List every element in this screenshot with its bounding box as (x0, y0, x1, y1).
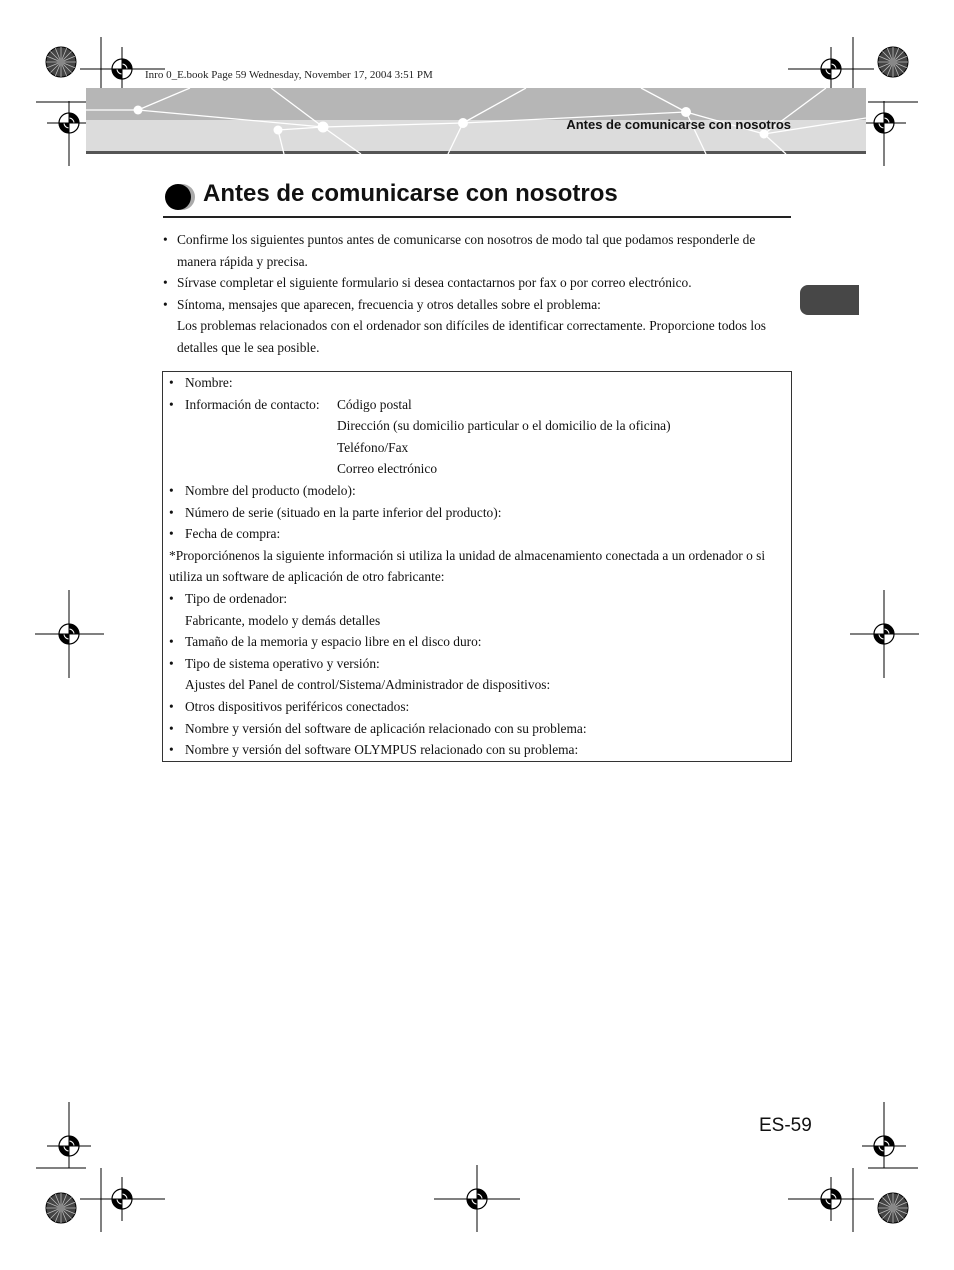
bullet: • (169, 375, 174, 390)
contact-form-box (162, 371, 792, 762)
intro-text: Sírvase completar el siguiente formulario si desea contactarnos por fax o por correo electrónico. (177, 275, 692, 291)
form-item-purchase-date (169, 523, 785, 545)
form-label: Otros dispositivos periféricos conectados: (185, 698, 410, 714)
form-item-olympus-software (169, 739, 785, 761)
page-number: ES-59 (759, 1115, 812, 1136)
form-item-os (169, 653, 785, 696)
intro-text: Síntoma, mensajes que aparecen, frecuencia y otros detalles sobre el problema: (177, 296, 601, 312)
bullet: • (169, 698, 174, 714)
title-bullet-icon (163, 182, 197, 212)
form-list (169, 372, 785, 761)
form-item-serial (169, 502, 785, 524)
file-meta: Inro 0_E.book Page 59 Wednesday, November 17, 2004 3:51 PM (145, 69, 433, 81)
form-item-product (169, 480, 785, 502)
form-label: Fecha de compra: (185, 526, 281, 542)
bullet: • (163, 232, 168, 247)
form-label: Tipo de sistema operativo y versión: (185, 655, 380, 671)
form-label: Nombre: (185, 375, 233, 390)
form-detail: Fabricante, modelo y demás detalles (185, 612, 381, 628)
list-item (163, 229, 793, 272)
form-item-peripherals (169, 696, 785, 718)
running-head: Antes de comunicarse con nosotros (566, 117, 791, 132)
bullet: • (169, 504, 174, 520)
list-item (163, 272, 793, 294)
contact-value: Teléfono/Fax (337, 439, 409, 455)
form-item-memory (169, 631, 785, 653)
bullet: • (169, 634, 174, 650)
intro-continuation: Los problemas relacionados con el ordenador son difíciles de identificar correctamente. Proporcione todos los detalles que le sea posible. (177, 318, 766, 355)
form-item-computer-type (169, 588, 785, 631)
bullet: • (169, 590, 174, 606)
title-block (163, 180, 791, 218)
form-note: *Proporciónenos la siguiente información si utiliza la unidad de almacenamiento conectada a un ordenador o si utiliza un software de aplicación de otro fabricante: (169, 547, 766, 585)
color-wheel-top-left (46, 47, 76, 77)
contact-value: Correo electrónico (337, 461, 438, 477)
form-detail: Ajustes del Panel de control/Sistema/Administrador de dispositivos: (185, 677, 551, 693)
form-item-name (169, 372, 785, 394)
bullet: • (163, 296, 168, 312)
color-wheel-top-right (878, 47, 908, 77)
registration-target (862, 101, 906, 145)
bullet: • (169, 396, 174, 412)
bullet: • (169, 720, 174, 736)
form-label: Nombre del producto (modelo): (185, 482, 356, 498)
registration-target (47, 1124, 91, 1168)
form-label: Tamaño de la memoria y espacio libre en el disco duro: (185, 634, 482, 650)
color-wheel-bottom-right (878, 1193, 908, 1223)
bullet: • (169, 655, 174, 671)
contact-values (337, 394, 671, 480)
color-wheel-bottom-left (46, 1193, 76, 1223)
intro-list (163, 229, 793, 359)
bullet: • (163, 275, 168, 291)
page-title: Antes de comunicarse con nosotros (203, 180, 618, 207)
form-item-app-software (169, 718, 785, 740)
intro-text: Confirme los siguientes puntos antes de comunicarse con nosotros de modo tal que podamos responderle de manera rápida y precisa. (177, 232, 756, 269)
contact-value: Dirección (su domicilio particular o el domicilio de la oficina) (337, 418, 671, 434)
bullet: • (169, 526, 174, 542)
form-label: Información de contacto: (185, 396, 320, 412)
form-item-contact (169, 394, 785, 480)
form-label: Tipo de ordenador: (185, 590, 288, 606)
form-label: Número de serie (situado en la parte inferior del producto): (185, 504, 502, 520)
list-item (163, 294, 793, 359)
bullet: • (169, 742, 174, 758)
bullet: • (169, 482, 174, 498)
contact-value: Código postal (337, 396, 412, 412)
form-label: Nombre y versión del software de aplicación relacionado con su problema: (185, 720, 587, 736)
form-label: Nombre y versión del software OLYMPUS relacionado con su problema: (185, 742, 579, 758)
chapter-tab (800, 285, 859, 315)
registration-target (47, 101, 91, 145)
registration-target (862, 1124, 906, 1168)
